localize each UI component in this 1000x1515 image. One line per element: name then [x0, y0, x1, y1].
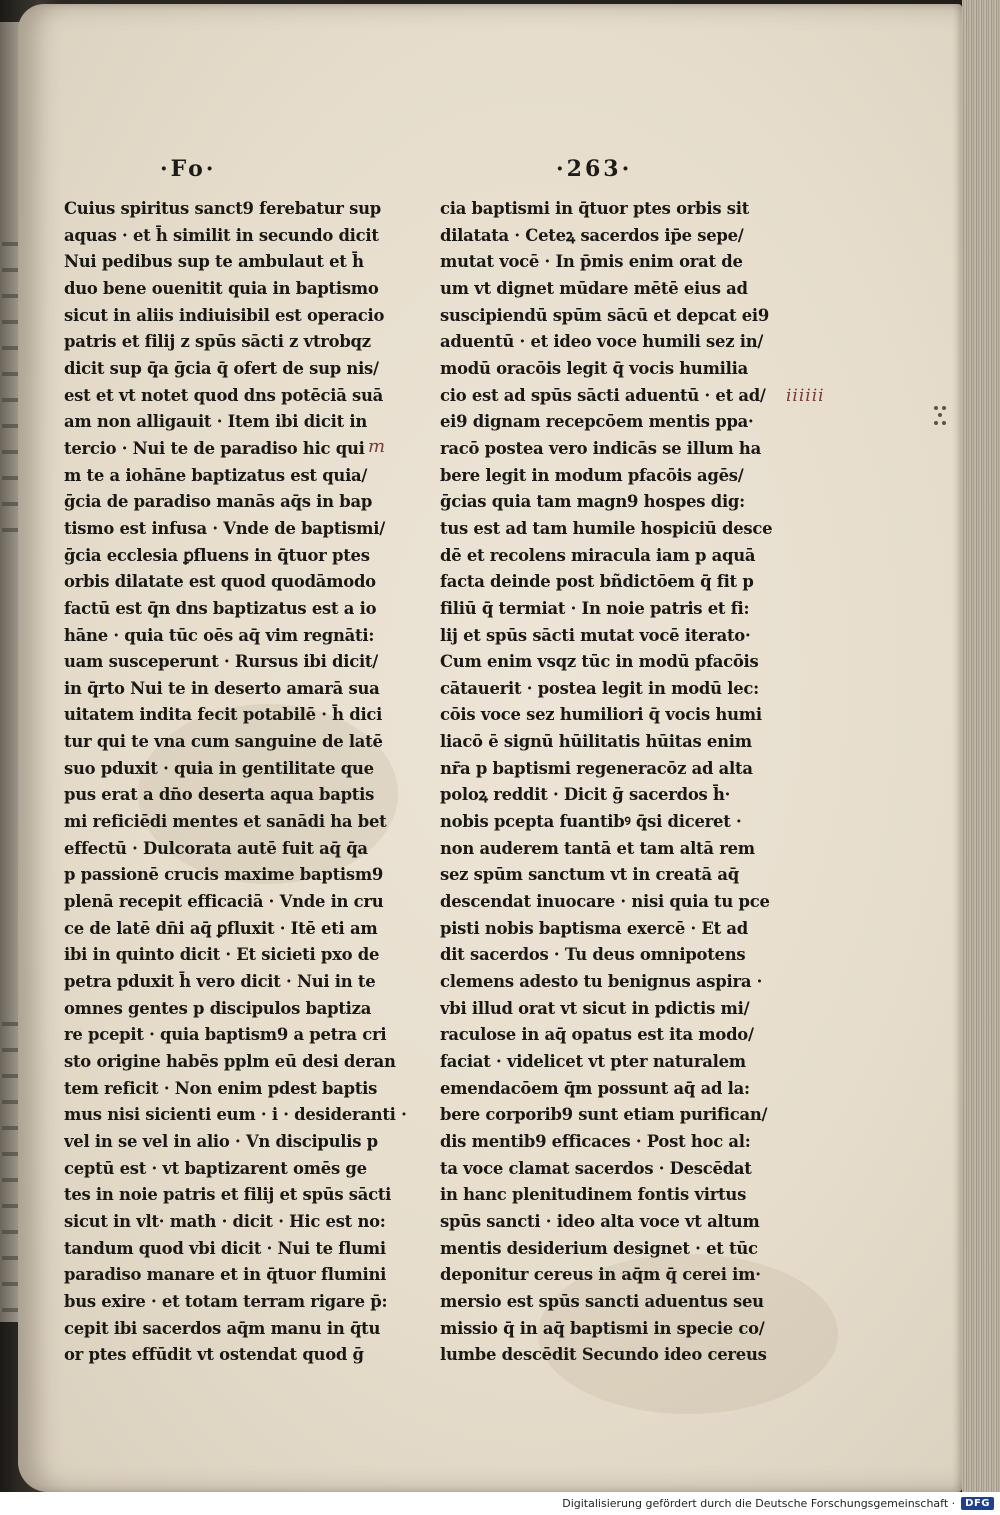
- text-line: facta deinde post bñdictōem q̄ fit p: [440, 572, 754, 592]
- text-line: aquas · et h̄ similit in secundo dicit: [64, 225, 379, 245]
- text-line: ḡcia ecclesia ꝑfluens in q̄tuor ptes: [64, 545, 370, 565]
- text-line: missio q̄ in aq̄ baptismi in specie co/: [440, 1318, 765, 1338]
- text-line: dicit sup q̄a ḡcia q̄ ofert de sup nis/: [64, 358, 379, 378]
- text-line: mus nisi sicienti eum · i · desideranti ·: [64, 1105, 407, 1125]
- marginal-annotation: iiiiii: [786, 386, 825, 406]
- text-line: sicut in vlt· math · dicit · Hic est no:: [64, 1211, 386, 1231]
- text-line: nobis pcepta fuantibꝰ q̄si diceret ·: [440, 812, 742, 832]
- text-line: or ptes effūdit vt ostendat quod ḡ: [64, 1345, 364, 1365]
- text-line: orbis dilatate est quod quodāmodo: [64, 572, 376, 592]
- text-line: poloꝝ reddit · Dicit ḡ sacerdos h̄·: [440, 785, 731, 805]
- text-line: cia baptismi in q̄tuor ptes orbis sit: [440, 199, 750, 218]
- text-line: ḡcia de paradiso manās aq̄s in bap: [64, 492, 373, 512]
- text-line: bere corporib9 sunt etiam purifican/: [440, 1105, 768, 1125]
- text-line: dilatata · Ceteꝝ sacerdos ip̄e sepe/: [440, 225, 744, 245]
- text-line: tus est ad tam humile hospiciū desce: [440, 518, 773, 538]
- text-line: m te a iohāne baptizatus est quia/: [64, 465, 368, 485]
- text-line: tem reficit · Non enim pdest baptis: [64, 1078, 378, 1098]
- text-line: Nui pedibus sup te ambulaut et h̄: [64, 252, 364, 272]
- text-line: um vt dignet mūdare mētē eius ad: [440, 278, 748, 298]
- text-line: bere legit in modum pfacōis agēs/: [440, 465, 744, 485]
- text-line: dit sacerdos · Tu deus omnipotens: [440, 945, 746, 965]
- text-line: sicut in aliis indiuisibil est operacio: [64, 305, 385, 325]
- text-line: clemens adesto tu benignus aspira ·: [440, 972, 763, 992]
- text-line: ce de latē dn̄i aq̄ ꝑfluxit · Itē eti am: [64, 918, 378, 938]
- text-line: Cuius spiritus sanct9 ferebatur sup: [64, 199, 381, 218]
- text-line: ei9 dignam recepcōem mentis ppa·: [440, 412, 754, 432]
- text-line: mersio est spūs sancti aduentus seu: [440, 1291, 764, 1311]
- text-line: spūs sancti · ideo alta voce vt altum: [440, 1211, 760, 1231]
- text-line: cōis voce sez humiliori q̄ vocis humi: [440, 705, 762, 725]
- text-line: lumbe descēdit Secundo ideo cereus: [440, 1345, 767, 1365]
- text-line: faciat · videlicet vt pter naturalem: [440, 1052, 746, 1071]
- text-line: sto origine habēs pplm eū desi deran: [64, 1052, 396, 1071]
- text-line: uitatem indita fecit potabilē · h̄ dici: [64, 705, 383, 725]
- dfg-logo-icon: DFG: [961, 1497, 994, 1510]
- text-line: in q̄rto Nui te in deserto amarā sua: [64, 678, 380, 698]
- text-line: re pcepit · quia baptism9 a petra cri: [64, 1025, 387, 1045]
- text-line: pisti nobis baptisma exercē · Et ad: [440, 918, 749, 938]
- text-line: mutat vocē · In p̄mis enim orat de: [440, 252, 743, 272]
- text-line: tes in noie patris et filij et spūs sācti: [64, 1185, 392, 1205]
- text-line: nr̄a p baptismi regeneracōz ad alta: [440, 758, 753, 778]
- text-line: uam susceperunt · Rursus ibi dicit/: [64, 652, 378, 672]
- text-line: ta voce clamat sacerdos · Descēdat: [440, 1158, 752, 1178]
- text-line: vel in se vel in alio · Vn discipulis p: [64, 1131, 378, 1151]
- text-line: hāne · quia tūc oēs aq̄ vim regnāti:: [64, 625, 375, 645]
- text-line: petra pduxit h̄ vero dicit · Nui in te: [64, 972, 376, 992]
- text-line: ḡcias quia tam magn9 hospes dig:: [440, 492, 745, 512]
- text-line: est et vt notet quod dns potēciā suā: [64, 385, 384, 405]
- text-line: aduentū · et ideo voce humili sez in/: [440, 332, 764, 352]
- text-line: p passionē crucis maxime baptism9: [64, 865, 384, 885]
- text-line: paradiso manare et in q̄tuor flumini: [64, 1265, 387, 1285]
- text-line: emendacōem q̄m possunt aq̄ ad la:: [440, 1078, 750, 1098]
- text-line: tismo est infusa · Vnde de baptismi/: [64, 518, 385, 538]
- text-line: mentis desiderium designet · et tūc: [440, 1238, 758, 1258]
- text-line: Cum enim vsqz tūc in modū pfacōis: [440, 652, 759, 672]
- text-line: pus erat a dn̄o deserta aqua baptis: [64, 785, 375, 805]
- text-line: dis mentib9 efficaces · Post hoc al:: [440, 1131, 751, 1151]
- book-fore-edge: [962, 0, 1000, 1492]
- text-column-left: [64, 196, 416, 1369]
- text-line: cio est ad spūs sācti aduentū · et ad/: [440, 385, 766, 405]
- text-line: plenā recepit efficaciā · Vnde in cru: [64, 892, 384, 912]
- text-line: mi reficiēdi mentes et sanādi ha bet: [64, 812, 387, 832]
- text-line: bus exire · et totam terram rigare p̄:: [64, 1291, 388, 1311]
- marginal-annotation: m: [368, 436, 386, 457]
- text-line: in hanc plenitudinem fontis virtus: [440, 1185, 747, 1205]
- text-line: dē et recolens miracula iam p aquā: [440, 545, 756, 565]
- text-line: non auderem tantā et tam altā rem: [440, 838, 755, 858]
- text-line: vbi illud orat vt sicut in pdictis mi/: [440, 998, 750, 1018]
- text-line: deponitur cereus in aq̄m q̄ cerei im·: [440, 1265, 761, 1285]
- text-line: cepit ibi sacerdos aq̄m manu in q̄tu: [64, 1318, 381, 1338]
- text-line: tercio · Nui te de paradiso hic qui: [64, 438, 365, 458]
- pencil-mark-icon: [934, 404, 948, 428]
- text-line: liacō ē signū hūilitatis hūitas enim: [440, 732, 752, 752]
- text-line: am non alligauit · Item ibi dicit in: [64, 412, 368, 432]
- text-line: patris et filij z spūs sācti z vtrobqz: [64, 332, 371, 352]
- text-line: tur qui te vna cum sanguine de latē: [64, 732, 383, 752]
- text-line: ibi in quinto dicit · Et sicieti pxo de: [64, 945, 380, 965]
- text-line: omnes gentes p discipulos baptiza: [64, 998, 372, 1018]
- folio-number: ·263·: [556, 156, 633, 182]
- text-line: suo pduxit · quia in gentilitate que: [64, 758, 374, 778]
- funding-credit: Digitalisierung gefördert durch die Deutsche Forschungsgemeinschaft ·: [562, 1497, 956, 1510]
- text-line: factū est q̄n dns baptizatus est a io: [64, 598, 377, 618]
- text-line: cātauerit · postea legit in modū lec:: [440, 678, 759, 698]
- text-line: modū oracōis legit q̄ vocis humilia: [440, 358, 748, 378]
- text-line: filiū q̄ termiat · In noie patris et fi:: [440, 598, 750, 618]
- text-line: ceptū est · vt baptizarent omēs ge: [64, 1158, 367, 1178]
- text-line: lij et spūs sācti mutat vocē iterato·: [440, 625, 751, 645]
- text-line: suscipiendū spūm sācū et depcat ei9: [440, 305, 770, 325]
- text-line: duo bene ouenitit quia in baptismo: [64, 278, 379, 298]
- text-line: effectū · Dulcorata autē fuit aq̄ q̄a: [64, 838, 368, 858]
- text-line: raculose in aq̄ opatus est ita modo/: [440, 1025, 754, 1045]
- running-header: ·Fo·: [160, 156, 217, 182]
- text-column-right: [440, 196, 800, 1369]
- text-line: tandum quod vbi dicit · Nui te flumi: [64, 1238, 386, 1258]
- text-line: sez spūm sanctum vt in creatā aq̄: [440, 865, 739, 885]
- text-line: descendat inuocare · nisi quia tu pce: [440, 892, 770, 912]
- footer-bar: [0, 1492, 1000, 1515]
- text-line: racō postea vero indicās se illum ha: [440, 438, 761, 458]
